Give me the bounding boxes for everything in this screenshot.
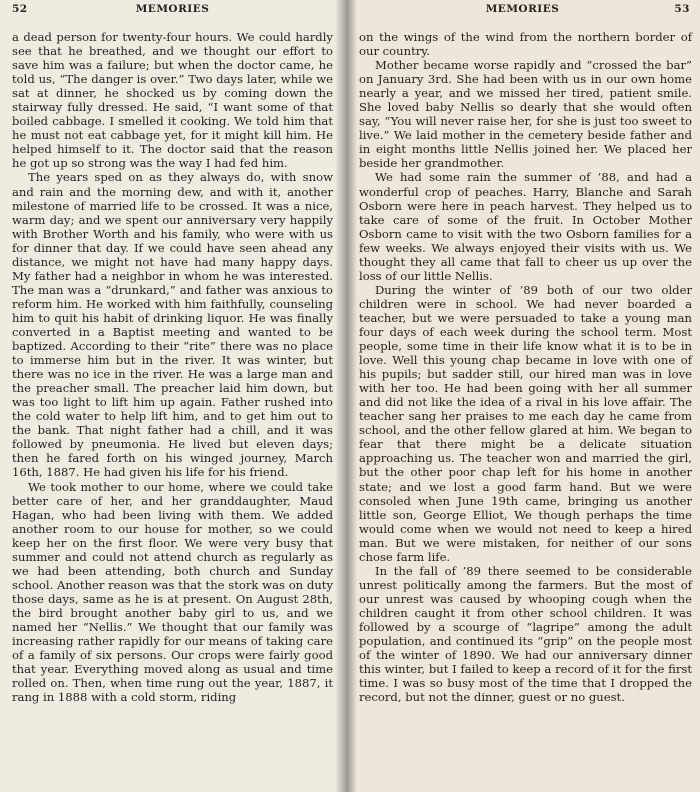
left-page <box>0 0 345 792</box>
paragraph: In the fall of ’89 there seemed to be considerable unrest politically among the farmers. But the most of our unrest was caused by whooping cough when the children caught it from other school children. It was followed by a scourge of “lagripe” among the adult population, and continued its “grip” on the people most of the winter of 1890. We had our anniversary dinner this winter, but I failed to keep a record of it for the first time. I was so busy most of the time that I dropped the record, but not the dinner, guest or no guest. <box>359 563 692 705</box>
paragraph: We took mother to our home, where we could take better care of her, and her granddaughter, Maud Hagan, who had been living with them. We added another room to our house for mother, so we could keep her on the first floor. We were very busy that summer and could not attend church as regularly as we had been attending, both church and Sunday school. Another reason was that the stork was on duty those days, same as he is at present. On August 28th, the bird brought another baby girl to us, and we named her “Nellis.” We thought that our family was increasing rather rapidly for our means of taking care of a family of six persons. Our crops were fairly good that year. Everything moved along as usual and time rolled on. Then, when time rung out the year, 1887, it rang in 1888 with a cold storm, riding <box>12 479 333 705</box>
paragraph: on the wings of the wind from the northern border of our country. <box>359 30 692 59</box>
paragraph: a dead person for twenty-four hours. We could hardly see that he breathed, and we thought our effort to save him was a failure; but when the doctor came, he told us, “The danger is over.” Two days later, while we sat at dinner, he shocked us by coming down the stairway fully dressed. He said, “I want some of that boiled cabbage. I smelled it cooking. We told him that he must not eat cabbage yet, for it might kill him. He helped himself to it. The doctor said that the reason he got up so strong was the way I had fed him. <box>12 30 333 171</box>
page-number: 53 <box>674 3 690 15</box>
paragraph: Mother became worse rapidly and “crossed the bar” on January 3rd. She had been with us in our own home nearly a year, and we missed her tired, patient smile. She loved baby Nellis so dearly that she would often say, “You will never raise her, for she is just too sweet to live.” We laid mother in the cemetery beside father and in eight months little Nellis joined her. We placed her beside her grandmother. <box>359 58 692 171</box>
running-head: MEMORIES <box>135 3 210 15</box>
paragraph: We had some rain the summer of ’88, and had a wonderful crop of peaches. Harry, Blanche and Sarah Osborn were here in peach harvest. They helped us to take care of some of the fruit. In October Mother Osborn came to visit with the two Osborn families for a few weeks. We always enjoyed their visits with us. We thought they all came that fall to cheer us up over the loss of our little Nellis. <box>359 170 692 283</box>
running-head: MEMORIES <box>485 3 560 15</box>
right-page <box>345 0 700 792</box>
left-page-text <box>12 30 333 704</box>
page-number: 52 <box>12 3 28 15</box>
paragraph: The years sped on as they always do, with snow and rain and the morning dew, and with it, another milestone of married life to be crossed. It was a nice, warm day; and we spent our anniversary very happily with Brother Worth and his family, who were with us for dinner that day. If we could have seen ahead any distance, we might not have had many happy days. My father had a neighbor in whom he was interested. The man was a “drunkard,” and father was anxious to reform him. He worked with him faithfully, counseling him to quit his habit of drinking liquor. He was finally converted in a Baptist meeting and wanted to be baptized. According to their “rite” there was no place to immerse him but in the river. It was winter, but there was no ice in the river. He was a large man and the preacher small. The preacher laid him down, but was too light to lift him up again. Father rushed into the cold water to help lift him, and to get him out to the bank. That night father had a chill, and it was followed by pneumonia. He lived but eleven days; then he fared forth on his winged journey, March 16th, 1887. He had given his life for his friend. <box>12 170 333 480</box>
left-page-header <box>0 3 345 17</box>
right-page-text <box>359 30 692 704</box>
paragraph: During the winter of ’89 both of our two older children were in school. We had never boarded a teacher, but we were persuaded to take a young man four days of each week during the school term. Most people, some time in their life know what it is to be in love. Well this young chap became in love with one of his pupils; but sadder still, our hired man was in love with her too. He had been going with her all summer and did not like the idea of a rival in his love affair. The teacher sang her praises to me each day he came from school, and the other fellow glared at him. We began to fear that there might be a delicate situation approaching us. The teacher won and married the girl, but the other poor chap left for his home in another state; and we lost a good farm hand. But we were consoled when June 19th came, bringing us another little son, George Elliot, We though perhaps the time would come when we would not need to keep a hired man. But we were mistaken, for neither of our sons chose farm life. <box>359 282 692 564</box>
right-page-header <box>345 3 700 17</box>
